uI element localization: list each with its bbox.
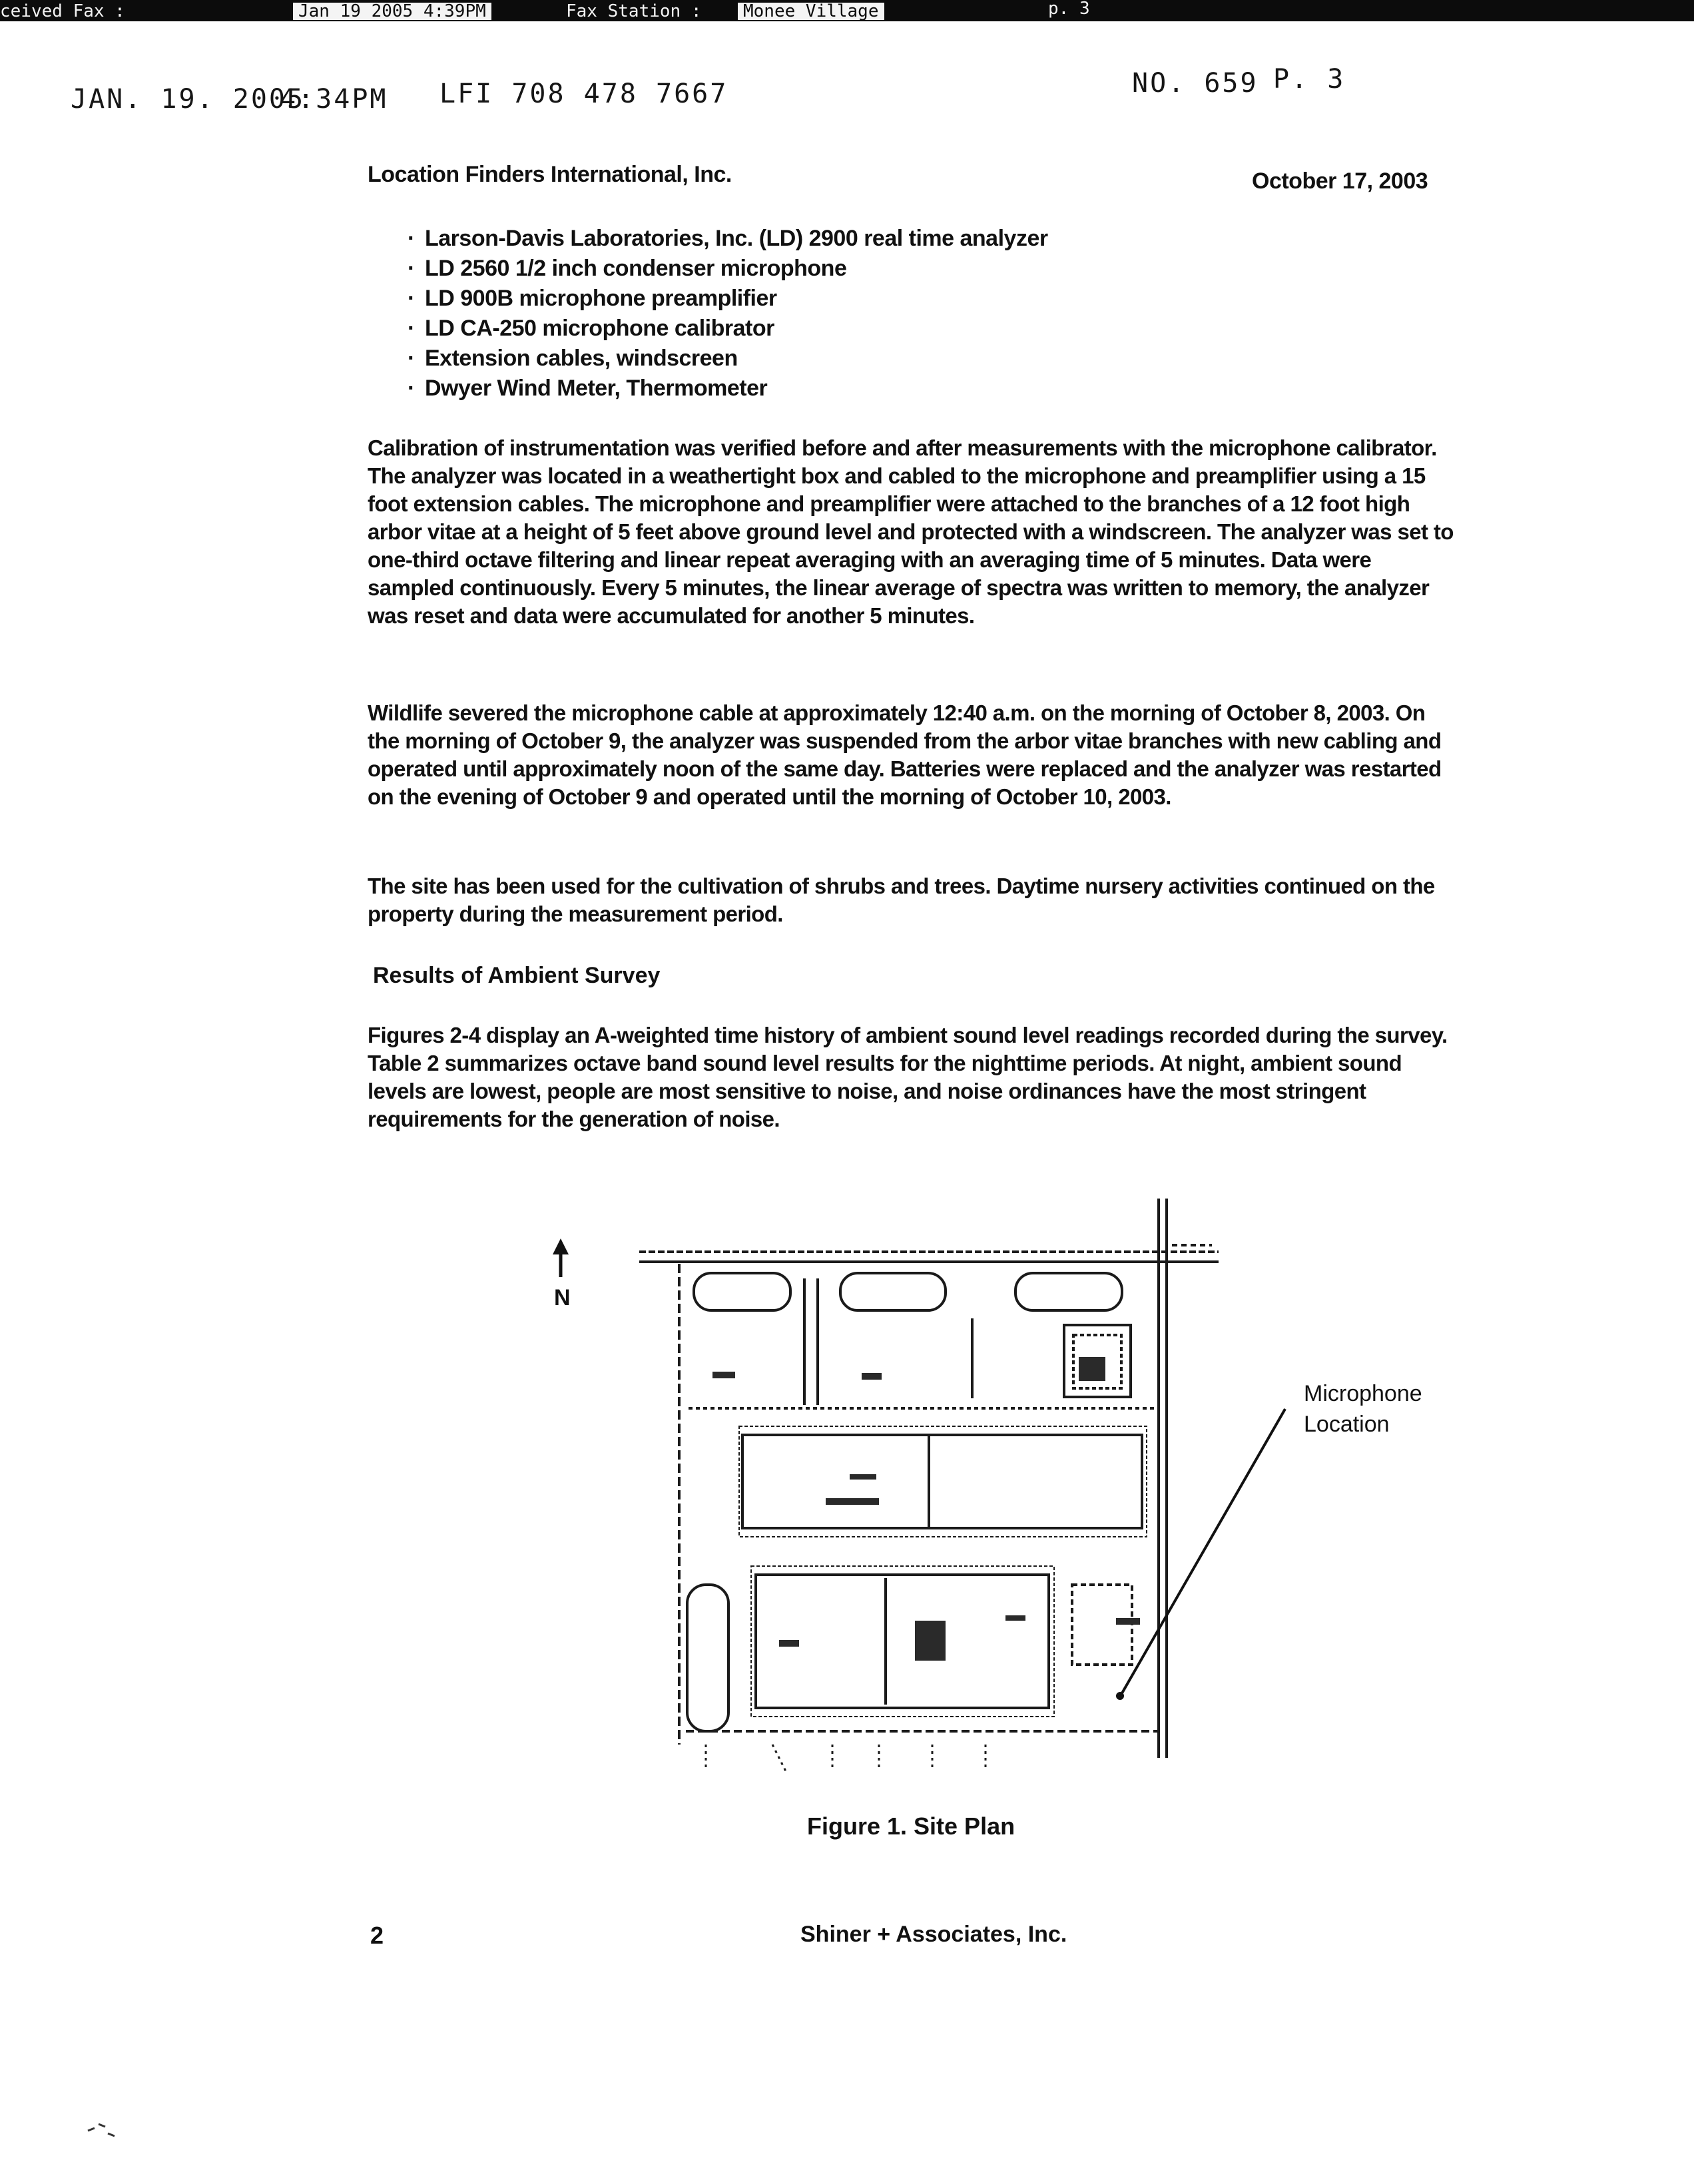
equipment-list <box>408 224 1048 404</box>
fax-date: JAN. 19. 2005 <box>71 84 306 115</box>
bullet-icon: · <box>408 286 415 311</box>
list-item <box>408 374 1048 404</box>
calibration-paragraph: Calibration of instrumentation was verified before and after measurements with the microphone calibrator. The analyzer was located in a weathertight box and cabled to the microphone and preamplifier using a 15 foot extension cables. The microphone and preamplifier were attached to the branches of a 12 foot high arbor vitae at a height of 5 feet above ground level and protected with a windscreen. The analyzer was set to one-third octave filtering and linear repeat averaging with an averaging time of 5 minutes. Data were sampled continuously. Every 5 minutes, the linear average of spectra was written to memory, the analyzer was reset and data were accumulated for another 5 minutes. <box>368 435 1454 628</box>
bullet-icon: · <box>408 316 415 341</box>
fax-page-number: P. 3 <box>1273 64 1346 95</box>
equipment-item-text: LD CA-250 microphone calibrator <box>425 316 774 341</box>
scan-mark-icon <box>85 2117 119 2141</box>
callout-line-2: Location <box>1304 1412 1390 1437</box>
callout-leader-line <box>972 1405 1292 1718</box>
equipment-item-text: LD 2560 1/2 inch condenser microphone <box>425 256 847 281</box>
list-item <box>408 254 1048 284</box>
fax-page: p. 3 <box>1048 0 1090 19</box>
equipment-item-text: Extension cables, windscreen <box>425 346 738 371</box>
wildlife-paragraph: Wildlife severed the microphone cable at approximately 12:40 a.m. on the morning of October 8, 2003. On the morning of October 9, the analyzer was suspended from the arbor vitae branches with new cabling and operated until approximately noon of the same day. Batteries were replaced and the analyzer was restarted on the evening of October 9 and operated until the morning of October 10, 2003. <box>368 700 1442 809</box>
page-number: 2 <box>370 1922 384 1949</box>
letter-date: October 17, 2003 <box>1252 168 1428 194</box>
site-use-paragraph: The site has been used for the cultivation of shrubs and trees. Daytime nursery activities continued on the property during the measurement period. <box>368 874 1435 926</box>
bullet-icon: · <box>408 346 415 371</box>
results-paragraph: Figures 2-4 display an A-weighted time history of ambient sound level readings recorded during the survey. Table 2 summarizes octave band sound level results for the nighttime periods. At night, ambient sound levels are lowest, people are most sensitive to noise, and noise ordinances have the most stringent requirements for the generation of noise. <box>368 1023 1448 1131</box>
microphone-location-label <box>1304 1378 1422 1440</box>
list-item <box>408 224 1048 254</box>
north-label: N <box>554 1285 571 1310</box>
equipment-item-text: Larson-Davis Laboratories, Inc. (LD) 2900 real time analyzer <box>425 226 1048 251</box>
footer-firm-name: Shiner + Associates, Inc. <box>800 1922 1067 1947</box>
equipment-item-text: Dwyer Wind Meter, Thermometer <box>425 376 768 401</box>
list-item <box>408 344 1048 374</box>
fax-station-name: Monee Village <box>738 3 884 20</box>
fax-number: NO. 659 <box>1132 68 1259 99</box>
fax-sender: LFI 708 478 7667 <box>439 79 728 109</box>
callout-line-1: Microphone <box>1304 1381 1422 1406</box>
list-item <box>408 284 1048 314</box>
fax-received-label: ceived Fax : <box>0 1 125 21</box>
company-name: Location Finders International, Inc. <box>368 162 732 187</box>
list-item <box>408 314 1048 344</box>
fax-station-label: Fax Station : <box>566 1 702 21</box>
figure-caption: Figure 1. Site Plan <box>807 1812 1015 1840</box>
fax-received-time: Jan 19 2005 4:39PM <box>293 3 491 20</box>
bullet-icon: · <box>408 376 415 401</box>
bullet-icon: · <box>408 226 415 251</box>
fax-header-bar <box>0 0 1694 21</box>
bullet-icon: · <box>408 256 415 281</box>
results-heading: Results of Ambient Survey <box>373 963 661 988</box>
fax-time: 4:34PM <box>280 84 388 115</box>
equipment-item-text: LD 900B microphone preamplifier <box>425 286 777 311</box>
